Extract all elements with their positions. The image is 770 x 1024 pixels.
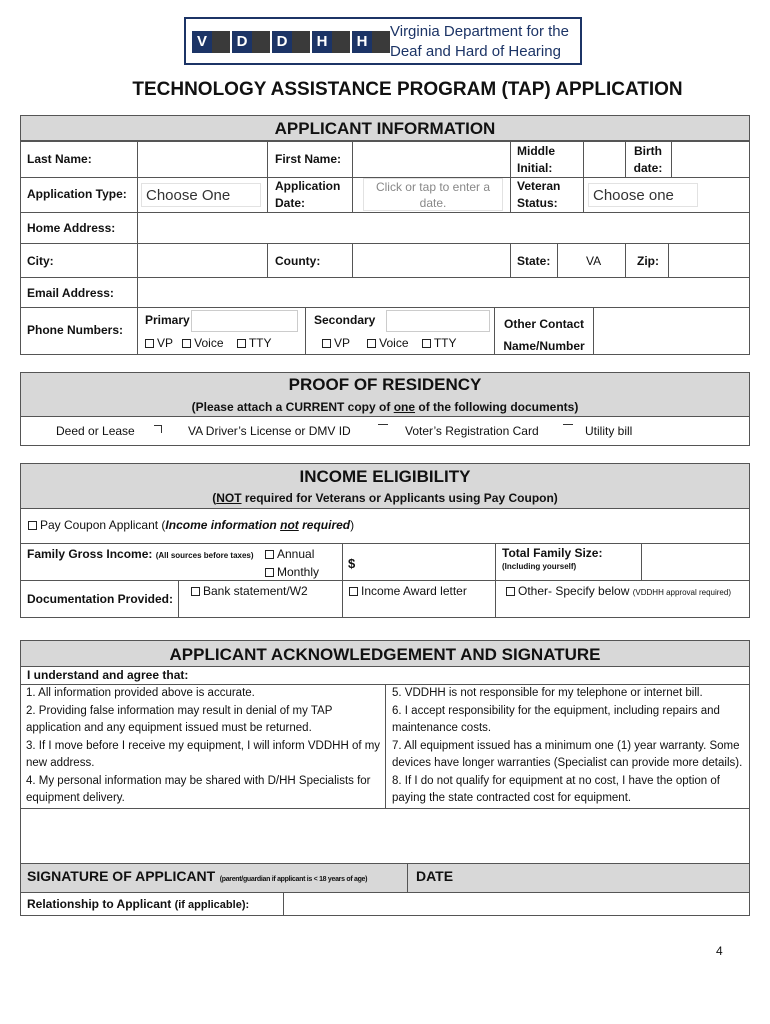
acknowledgement-right-column	[392, 685, 747, 808]
county-label: County:	[275, 254, 321, 268]
acknowledgement-item: 6. I accept responsibility for the equipment, including repairs and maintenance costs.	[392, 704, 720, 734]
checkbox-icon	[422, 339, 431, 348]
middle-initial-label: Middle Initial:	[517, 144, 555, 175]
birth-date-label: Birth date:	[633, 144, 663, 175]
logo-letter: H	[312, 31, 332, 53]
section-header-income: INCOME ELIGIBILITY	[299, 467, 471, 486]
signature-area[interactable]	[20, 808, 750, 864]
city-field[interactable]	[137, 243, 268, 278]
gross-income-label: Family Gross Income: (All sources before taxes)	[27, 547, 254, 561]
annual-option[interactable]: Annual	[265, 547, 314, 561]
email-label: Email Address:	[27, 286, 114, 300]
checkbox-icon	[191, 587, 200, 596]
veteran-status-label: Veteran Status:	[517, 179, 561, 210]
logo-letter: H	[352, 31, 372, 53]
residency-option-deed[interactable]: Deed or Lease	[56, 424, 165, 438]
primary-phone-label: Primary	[145, 313, 190, 327]
family-size-note: (Including yourself)	[502, 562, 577, 571]
hand-sign-icon	[292, 31, 310, 53]
secondary-voice-option[interactable]: Voice	[367, 336, 408, 350]
checkbox-icon	[265, 550, 274, 559]
state-label: State:	[517, 254, 551, 268]
logo-letter: D	[272, 31, 292, 53]
section-header-applicant: APPLICANT INFORMATION	[20, 115, 750, 141]
doc-bank-option[interactable]: Bank statement/W2	[191, 584, 308, 598]
zip-label: Zip:	[637, 254, 659, 268]
home-address-label: Home Address:	[27, 221, 116, 235]
other-contact-field[interactable]	[593, 307, 750, 355]
last-name-label: Last Name:	[27, 152, 92, 166]
email-field[interactable]	[137, 277, 750, 308]
documentation-label: Documentation Provided:	[27, 592, 174, 606]
checkbox-icon	[506, 587, 515, 596]
first-name-label: First Name:	[275, 152, 342, 166]
logo-text-line1: Virginia Department for the	[390, 23, 569, 40]
logo-text-line2: Deaf and Hard of Hearing	[390, 43, 561, 60]
checkbox-icon	[322, 339, 331, 348]
application-type-label: Application Type:	[27, 187, 127, 201]
primary-tty-option[interactable]: TTY	[237, 336, 272, 350]
logo-letter: D	[232, 31, 252, 53]
acknowledgement-item: 4. My personal information may be shared with D/HH Specialists for equipment delivery.	[26, 774, 371, 804]
hand-sign-icon	[332, 31, 350, 53]
acknowledgement-intro: I understand and agree that:	[27, 668, 189, 682]
application-type-dropdown[interactable]: Choose One	[141, 183, 261, 207]
primary-phone-options	[145, 336, 272, 350]
secondary-vp-option[interactable]: VP	[322, 336, 350, 350]
city-label: City:	[27, 254, 54, 268]
zip-field[interactable]	[668, 243, 750, 278]
residency-instructions: (Please attach a CURRENT copy of one of the following documents)	[191, 400, 579, 414]
checkbox-icon	[349, 587, 358, 596]
checkbox-icon	[367, 339, 376, 348]
first-name-field[interactable]	[352, 141, 511, 178]
section-header-acknowledgement: APPLICANT ACKNOWLEDGEMENT AND SIGNATURE	[20, 640, 750, 667]
primary-phone-field[interactable]	[191, 310, 298, 332]
hand-sign-icon	[252, 31, 270, 53]
last-name-field[interactable]	[137, 141, 268, 178]
page-title: TECHNOLOGY ASSISTANCE PROGRAM (TAP) APPLICATION	[132, 79, 683, 100]
application-date-label: Application Date:	[275, 179, 341, 210]
acknowledgement-item: 2. Providing false information may result in denial of my TAP application and any equipment issued must be returned.	[26, 704, 333, 734]
relationship-field[interactable]	[283, 892, 750, 916]
logo-letter: V	[192, 31, 212, 53]
income-instructions: (NOT required for Veterans or Applicants using Pay Coupon)	[212, 491, 558, 505]
application-date-picker[interactable]: Click or tap to enter a date.	[363, 178, 503, 211]
doc-other-option[interactable]: Other- Specify below (VDDHH approval required)	[506, 584, 731, 598]
checkbox-icon	[154, 425, 162, 433]
secondary-phone-options	[322, 336, 457, 350]
state-value[interactable]: VA	[586, 254, 602, 268]
section-header-residency: PROOF OF RESIDENCY	[288, 375, 482, 394]
secondary-phone-label: Secondary	[314, 313, 376, 327]
phone-numbers-label: Phone Numbers:	[27, 323, 124, 337]
family-size-field[interactable]	[641, 543, 750, 581]
primary-voice-option[interactable]: Voice	[182, 336, 223, 350]
income-amount-field[interactable]: $	[348, 556, 356, 571]
birth-date-field[interactable]	[671, 141, 750, 178]
acknowledgement-left-column	[26, 685, 382, 808]
checkbox-icon	[145, 339, 154, 348]
acknowledgement-item: 8. If I do not qualify for equipment at no cost, I have the option of paying the state contracted cost for equipment.	[392, 774, 720, 804]
hand-sign-icon	[372, 31, 390, 53]
acknowledgement-item: 1. All information provided above is accurate.	[26, 687, 255, 699]
middle-initial-field[interactable]	[583, 141, 626, 178]
residency-option-utility[interactable]: Utility bill	[585, 424, 633, 438]
hand-sign-icon	[212, 31, 230, 53]
secondary-phone-field[interactable]	[386, 310, 490, 332]
home-address-field[interactable]	[137, 212, 750, 244]
monthly-option[interactable]: Monthly	[265, 565, 319, 579]
checkbox-icon	[265, 568, 274, 577]
page-number: 4	[716, 944, 723, 958]
residency-option-voter[interactable]: Voter’s Registration Card	[405, 424, 539, 438]
other-contact-label: Other Contact Name/Number	[503, 317, 585, 353]
family-size-label: Total Family Size:	[502, 546, 603, 560]
veteran-status-dropdown[interactable]: Choose one	[588, 183, 698, 207]
county-field[interactable]	[352, 243, 511, 278]
checkbox-icon	[182, 339, 191, 348]
residency-option-license[interactable]: VA Driver’s License or DMV ID	[188, 424, 351, 438]
secondary-tty-option[interactable]: TTY	[422, 336, 457, 350]
checkbox-icon	[237, 339, 246, 348]
checkbox-icon	[28, 521, 37, 530]
acknowledgement-item: 3. If I move before I receive my equipment, I will inform VDDHH of my new address.	[26, 739, 381, 769]
checkbox-icon[interactable]	[563, 424, 573, 425]
date-label: DATE	[416, 868, 454, 884]
pay-coupon-option[interactable]: Pay Coupon Applicant (Income information not required)	[28, 518, 354, 532]
checkbox-icon[interactable]	[378, 424, 388, 425]
agency-logo	[184, 17, 582, 65]
signature-label: SIGNATURE OF APPLICANT (parent/guardian if applicant is < 18 years of age)	[27, 868, 368, 884]
relationship-label: Relationship to Applicant (if applicable):	[27, 897, 250, 911]
doc-award-option[interactable]: Income Award letter	[349, 584, 467, 598]
acknowledgement-item: 5. VDDHH is not responsible for my telephone or internet bill.	[392, 687, 703, 699]
primary-vp-option[interactable]: VP	[145, 336, 173, 350]
acknowledgement-item: 7. All equipment issued has a minimum one (1) year warranty. Some devices have longer warranties (Specialist can provide more details).	[392, 739, 743, 769]
